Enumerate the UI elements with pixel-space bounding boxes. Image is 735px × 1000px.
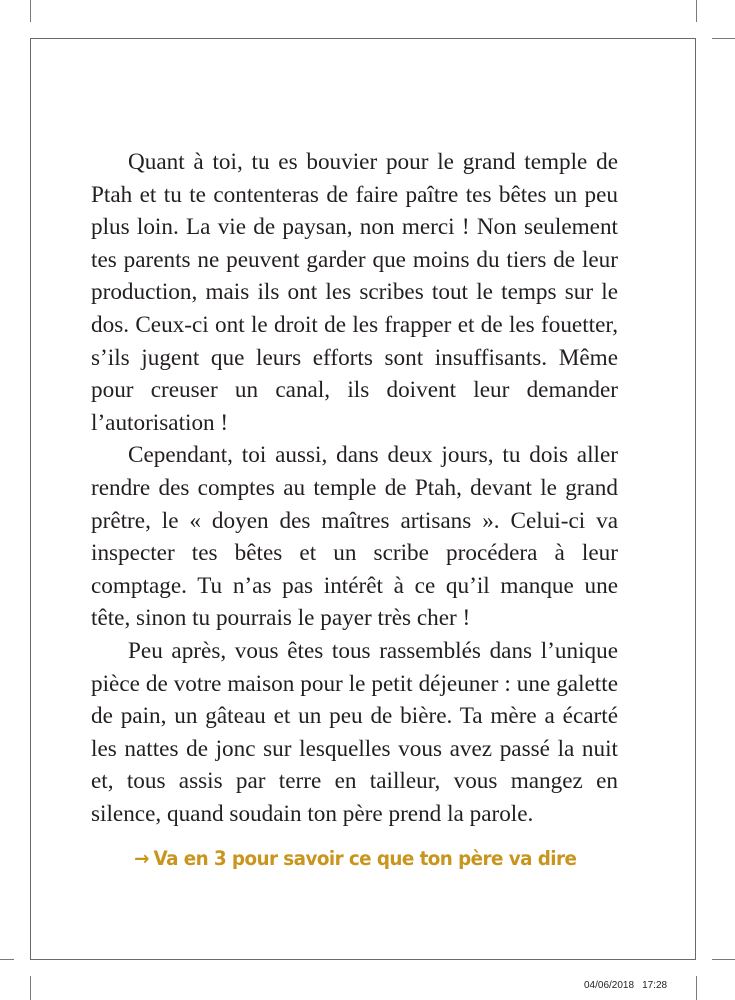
crop-mark-top-left bbox=[30, 0, 31, 22]
paragraph: Cependant, toi aussi, dans deux jours, tu dois aller rendre des comptes au temple de Ptah, devant le grand prêtre, le « doyen des maîtres artisans ». Celui-ci va inspecter tes bêtes et un scribe procédera à leur comptage. Tu n’as pas intérêt à ce qu’il manque une tête, sinon tu pourrais le payer très cher ! bbox=[91, 442, 618, 632]
print-date: 04/06/2018 bbox=[584, 980, 635, 991]
arrow-right-icon: → bbox=[134, 847, 149, 870]
paragraph: Peu après, vous êtes tous rassemblés dans l’unique pièce de votre maison pour le petit déjeuner : une galette de pain, un gâteau et un peu de bière. Ta mère a écarté les nattes de jonc sur lesquelles vous avez passé la nuit et, tous assis par terre en tailleur, vous mangez en silence, quand soudain ton père prend la parole. bbox=[91, 637, 618, 827]
paragraph: Quant à toi, tu es bouvier pour le grand temple de Ptah et tu te contenteras de faire paître tes bêtes un peu plus loin. La vie de paysan, non merci ! Non seulement tes parents ne peuvent garder que moins du tiers de leur production, mais ils ont les scribes tout le temps sur le dos. Ceux-ci ont le droit de les frapper et de les fouetter, s’ils jugent que leurs efforts sont insuffisants. Même pour creuser un canal, ils doivent leur demander l’autorisation ! bbox=[91, 149, 618, 436]
crop-mark-left-bottom bbox=[0, 959, 14, 960]
crop-mark-top-right bbox=[696, 0, 697, 22]
print-timestamp bbox=[584, 980, 667, 991]
crop-mark-bottom-left bbox=[30, 976, 31, 1000]
crop-mark-right-top bbox=[712, 38, 735, 39]
crop-mark-bottom-right bbox=[696, 976, 697, 1000]
choice-link[interactable] bbox=[134, 845, 576, 873]
choice-label: Va en 3 pour savoir ce que ton père va dire bbox=[153, 847, 577, 870]
story-text bbox=[91, 146, 618, 830]
print-time: 17:28 bbox=[642, 980, 668, 991]
crop-mark-right-bottom bbox=[712, 959, 735, 960]
